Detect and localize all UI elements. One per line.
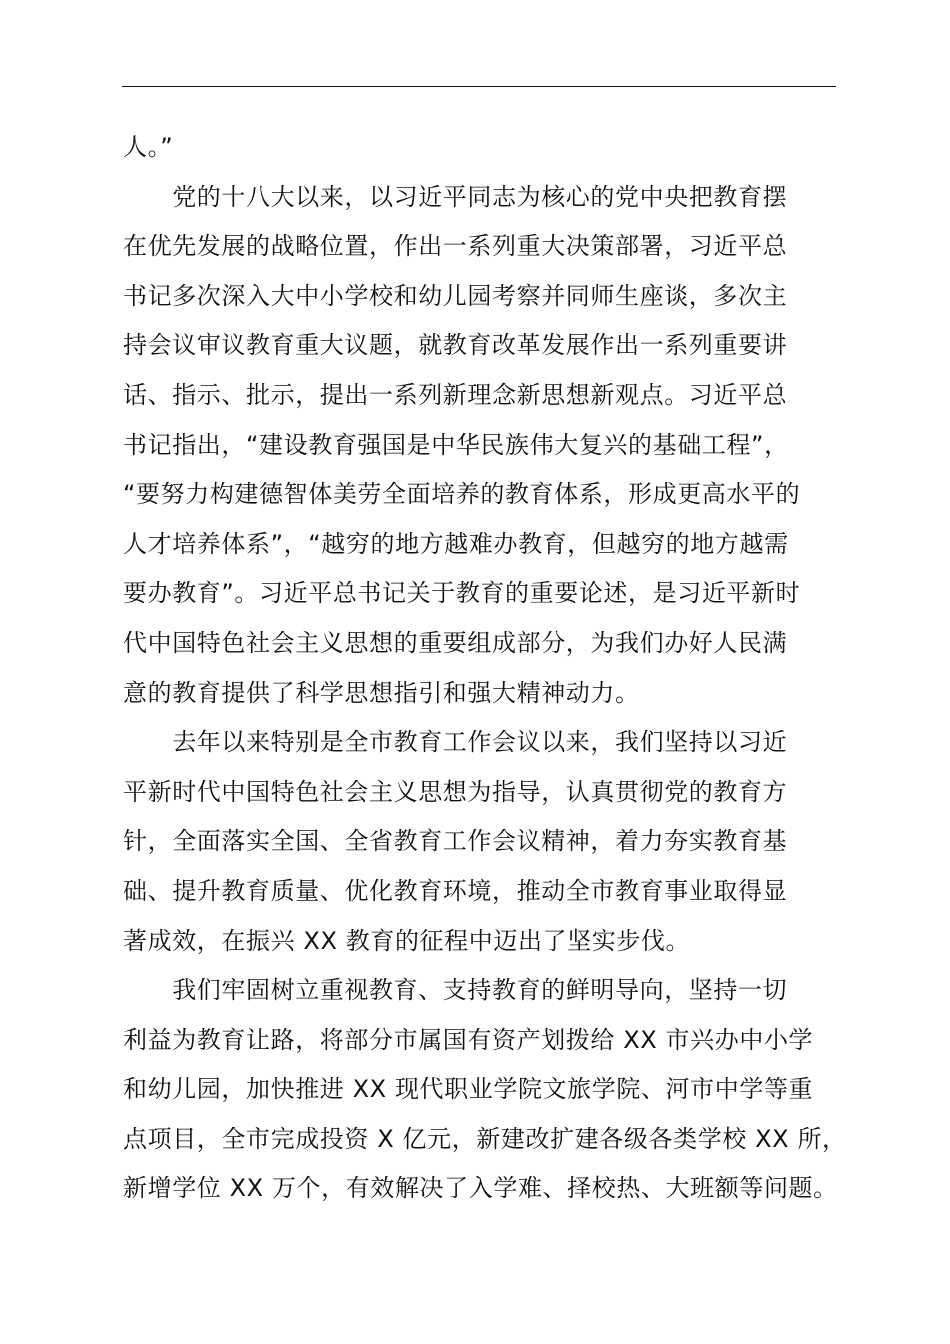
text-line: 话、指示、批示，提出一系列新理念新思想新观点。习近平总	[123, 380, 788, 409]
text-line: 要办教育”。习近平总书记关于教育的重要论述，是习近平新时	[123, 579, 801, 608]
text-line: 书记指出，“建设教育强国是中华民族伟大复兴的基础工程”，	[123, 430, 789, 459]
text-line: 和幼儿园，加快推进 XX 现代职业学院文旅学院、河市中学等重	[123, 1075, 814, 1104]
text-line: 持会议审议教育重大议题，就教育改革发展作出一系列重要讲	[123, 331, 788, 360]
text-line: 点项目，全市完成投资 X 亿元，新建改扩建各级各类学校 XX 所，	[123, 1124, 847, 1153]
text-line: 著成效，在振兴 XX 教育的征程中迈出了坚实步伐。	[123, 926, 691, 955]
text-line: 去年以来特别是全市教育工作会议以来，我们坚持以习近	[123, 728, 788, 757]
text-line: 利益为教育让路，将部分市属国有资产划拨给 XX 市兴办中小学	[123, 1025, 814, 1054]
text-line: 人。”	[123, 133, 174, 161]
text-line: 平新时代中国特色社会主义思想为指导，认真贯彻党的教育方	[123, 777, 788, 806]
text-line: 新增学位 XX 万个，有效解决了入学难、择校热、大班额等问题。	[123, 1174, 838, 1203]
text-line: 我们牢固树立重视教育、支持教育的鲜明导向，坚持一切	[123, 976, 788, 1005]
text-line: 在优先发展的战略位置，作出一系列重大决策部署，习近平总	[123, 232, 788, 261]
body-text	[123, 123, 863, 1214]
text-line: 书记多次深入大中小学校和幼儿园考察并同师生座谈，多次主	[123, 281, 788, 310]
text-line: “要努力构建德智体美劳全面培养的教育体系，形成更高水平的	[123, 480, 801, 509]
text-line: 党的十八大以来，以习近平同志为核心的党中央把教育摆	[123, 182, 788, 211]
text-line: 人才培养体系”，“越穷的地方越难办教育，但越穷的地方越需	[123, 529, 789, 558]
text-line: 针，全面落实全国、全省教育工作会议精神，着力夯实教育基	[123, 827, 788, 856]
text-line: 意的教育提供了科学思想指引和强大精神动力。	[123, 678, 640, 707]
header-rule	[122, 86, 836, 87]
text-line: 代中国特色社会主义思想的重要组成部分，为我们办好人民满	[123, 628, 788, 657]
text-line: 础、提升教育质量、优化教育环境，推动全市教育事业取得显	[123, 876, 788, 905]
